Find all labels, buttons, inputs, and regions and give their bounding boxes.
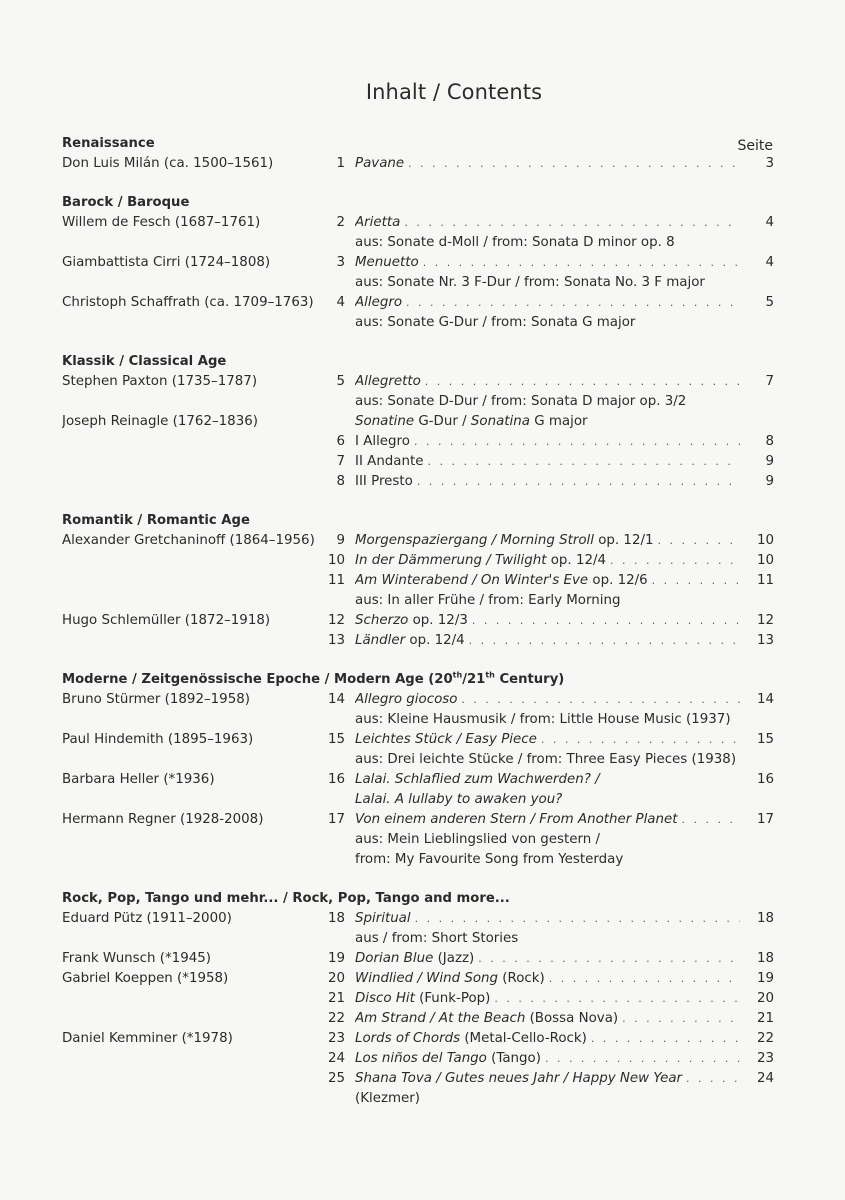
dot-leader — [408, 154, 740, 174]
piece-title: In der Dämmerung / Twilight op. 12/4 — [355, 553, 607, 568]
piece-entry — [355, 690, 744, 710]
piece-entry — [355, 571, 744, 591]
page-title: Inhalt / Contents — [365, 80, 543, 104]
toc-entry — [62, 611, 774, 631]
toc-entry — [62, 969, 774, 989]
piece-title: aus: Kleine Hausmusik / from: Little House Music (1937) — [355, 712, 731, 727]
page-number: 9 — [765, 454, 774, 469]
toc-entry — [62, 551, 774, 571]
composer-name — [62, 1089, 324, 1109]
toc-entry — [62, 1049, 774, 1069]
dot-leader — [681, 810, 740, 830]
piece-entry — [355, 392, 774, 412]
dot-leader — [622, 1009, 740, 1029]
toc-section — [62, 352, 774, 492]
dot-leader — [549, 969, 740, 989]
toc-section — [62, 134, 774, 174]
dot-leader — [472, 611, 740, 631]
toc-entry — [62, 710, 774, 730]
piece-title: Allegro giocoso — [355, 692, 458, 707]
dot-leader — [414, 432, 740, 452]
piece-number: 19 — [327, 951, 345, 966]
piece-title: II Andante — [355, 454, 424, 469]
composer-name — [62, 452, 324, 472]
piece-title: Leichtes Stück / Easy Piece — [355, 732, 537, 747]
toc-entry — [62, 213, 774, 233]
composer-name: Hermann Regner (1928-2008) — [62, 812, 264, 827]
page-number: 3 — [765, 156, 774, 171]
page-number: 5 — [765, 295, 774, 310]
piece-number: 20 — [327, 971, 345, 986]
toc-entry — [62, 571, 774, 591]
page-number: 23 — [756, 1051, 774, 1066]
section-heading: Renaissance — [62, 136, 155, 151]
composer-name — [62, 432, 324, 452]
piece-entry — [355, 909, 744, 929]
page-number: 18 — [756, 911, 774, 926]
composer-name — [62, 850, 324, 870]
composer-name — [62, 233, 324, 253]
toc-entry — [62, 1029, 774, 1049]
toc-entry — [62, 293, 774, 313]
piece-entry — [355, 1069, 744, 1089]
toc-entry — [62, 949, 774, 969]
dot-leader — [686, 1069, 740, 1089]
piece-entry — [355, 1029, 744, 1049]
toc-section — [62, 670, 774, 870]
piece-title: I Allegro — [355, 434, 410, 449]
page-number: 16 — [756, 772, 774, 787]
piece-title: Allegro — [355, 295, 403, 310]
toc-entry — [62, 730, 774, 750]
composer-name — [62, 1049, 324, 1069]
toc-entry — [62, 412, 774, 432]
piece-number: 1 — [336, 156, 345, 171]
piece-entry — [355, 929, 774, 949]
piece-entry — [355, 830, 774, 850]
piece-number — [324, 830, 345, 850]
toc-entry — [62, 830, 774, 850]
section-heading: Barock / Baroque — [62, 195, 190, 210]
piece-entry — [355, 1089, 774, 1109]
piece-entry — [355, 452, 744, 472]
piece-title: Los niños del Tango (Tango) — [355, 1051, 541, 1066]
piece-number — [324, 273, 345, 293]
page-number: 4 — [765, 255, 774, 270]
piece-entry — [355, 850, 774, 870]
piece-number: 5 — [336, 374, 345, 389]
page-number: 13 — [756, 633, 774, 648]
composer-name: Stephen Paxton (1735–1787) — [62, 374, 258, 389]
page-number: 10 — [756, 553, 774, 568]
piece-title: Spiritual — [355, 911, 411, 926]
piece-number — [324, 412, 345, 432]
piece-entry — [355, 1009, 744, 1029]
toc-entry — [62, 770, 774, 790]
page-number: 21 — [756, 1011, 774, 1026]
piece-title: Shana Tova / Gutes neues Jahr / Happy New Year — [355, 1071, 683, 1086]
piece-title: Lords of Chords (Metal-Cello-Rock) — [355, 1031, 587, 1046]
piece-number: 15 — [327, 732, 345, 747]
section-heading: Moderne / Zeitgenössische Epoche / Modern Age (20th/21th Century) — [62, 670, 565, 687]
toc-entry — [62, 472, 774, 492]
piece-entry — [355, 750, 774, 770]
toc-entry — [62, 273, 774, 293]
piece-number: 7 — [336, 454, 345, 469]
piece-number: 10 — [327, 553, 345, 568]
toc-entry — [62, 392, 774, 412]
section-heading: Romantik / Romantic Age — [62, 513, 250, 528]
piece-title: Am Strand / At the Beach (Bossa Nova) — [355, 1011, 619, 1026]
piece-number — [324, 233, 345, 253]
piece-title: Lalai. A lullaby to awaken you? — [355, 792, 563, 807]
piece-entry — [355, 432, 744, 452]
page-number: 4 — [765, 215, 774, 230]
toc-section — [62, 193, 774, 333]
dot-leader — [469, 631, 740, 651]
toc-entry — [62, 313, 774, 333]
toc-entry — [62, 531, 774, 551]
page-number: 17 — [756, 812, 774, 827]
page-number: 14 — [756, 692, 774, 707]
piece-number — [324, 790, 345, 810]
piece-number: 16 — [327, 772, 345, 787]
piece-title: aus: In aller Frühe / from: Early Morning — [355, 593, 621, 608]
piece-entry — [355, 154, 744, 174]
composer-name — [62, 710, 324, 730]
composer-name — [62, 989, 324, 1009]
piece-entry — [355, 372, 744, 392]
piece-title: Lalai. Schlaflied zum Wachwerden? / — [355, 772, 600, 787]
composer-name: Frank Wunsch (*1945) — [62, 951, 211, 966]
page-column-label: Seite — [737, 138, 773, 154]
piece-number — [324, 313, 345, 333]
dot-leader — [423, 253, 740, 273]
piece-number: 9 — [336, 533, 345, 548]
piece-entry — [355, 631, 744, 651]
piece-entry — [355, 949, 744, 969]
composer-name: Barbara Heller (*1936) — [62, 772, 215, 787]
toc-entry — [62, 154, 774, 174]
page-number: 22 — [756, 1031, 774, 1046]
piece-title: aus: Sonate Nr. 3 F-Dur / from: Sonata No. 3 F major — [355, 275, 705, 290]
page-number: 11 — [756, 573, 774, 588]
dot-leader — [494, 989, 740, 1009]
piece-entry — [355, 611, 744, 631]
piece-title: Morgenspaziergang / Morning Stroll op. 12/1 — [355, 533, 654, 548]
section-heading: Rock, Pop, Tango und mehr... / Rock, Pop, Tango and more... — [62, 891, 510, 906]
toc-entry — [62, 372, 774, 392]
toc-entry — [62, 909, 774, 929]
piece-title: aus: Sonate d-Moll / from: Sonata D minor op. 8 — [355, 235, 675, 250]
piece-number — [324, 710, 345, 730]
piece-number: 18 — [327, 911, 345, 926]
piece-title: Dorian Blue (Jazz) — [355, 951, 475, 966]
toc-entry — [62, 253, 774, 273]
composer-name: Hugo Schlemüller (1872–1918) — [62, 613, 271, 628]
piece-title: (Klezmer) — [355, 1091, 421, 1106]
piece-entry — [355, 472, 744, 492]
piece-entry — [355, 551, 744, 571]
composer-name: Paul Hindemith (1895–1963) — [62, 732, 254, 747]
dot-leader — [415, 909, 740, 929]
composer-name — [62, 551, 324, 571]
composer-name: Eduard Pütz (1911–2000) — [62, 911, 232, 926]
page-number: 7 — [765, 374, 774, 389]
piece-title: aus: Sonate G-Dur / from: Sonata G major — [355, 315, 636, 330]
piece-entry — [355, 770, 744, 790]
composer-name — [62, 591, 324, 611]
page-number: 9 — [765, 474, 774, 489]
piece-number: 24 — [327, 1051, 345, 1066]
toc-entry — [62, 1089, 774, 1109]
composer-name — [62, 273, 324, 293]
dot-leader — [417, 472, 740, 492]
composer-name — [62, 631, 324, 651]
dot-leader — [406, 293, 740, 313]
toc-entry — [62, 452, 774, 472]
piece-title: aus: Sonate D-Dur / from: Sonata D major op. 3/2 — [355, 394, 687, 409]
toc-entry — [62, 989, 774, 1009]
dot-leader — [404, 213, 740, 233]
piece-number: 12 — [327, 613, 345, 628]
piece-number: 8 — [336, 474, 345, 489]
piece-entry — [355, 313, 774, 333]
toc-entry — [62, 850, 774, 870]
composer-name — [62, 1009, 324, 1029]
piece-number: 13 — [327, 633, 345, 648]
table-of-contents — [62, 134, 774, 1128]
piece-entry — [355, 1049, 744, 1069]
composer-name — [62, 571, 324, 591]
toc-entry — [62, 631, 774, 651]
page-number: 15 — [756, 732, 774, 747]
piece-number: 4 — [336, 295, 345, 310]
composer-name: Willem de Fesch (1687–1761) — [62, 215, 261, 230]
composer-name: Christoph Schaffrath (ca. 1709–1763) — [62, 295, 314, 310]
piece-title: Arietta — [355, 215, 401, 230]
dot-leader — [652, 571, 740, 591]
piece-number — [324, 1089, 345, 1109]
toc-section — [62, 511, 774, 651]
composer-name: Bruno Stürmer (1892–1958) — [62, 692, 250, 707]
piece-entry — [355, 233, 774, 253]
piece-title: Pavane — [355, 156, 405, 171]
piece-title: Sonatine G-Dur / Sonatina G major — [355, 414, 588, 429]
dot-leader — [478, 949, 740, 969]
piece-number — [324, 591, 345, 611]
piece-title: Ländler op. 12/4 — [355, 633, 465, 648]
composer-name — [62, 313, 324, 333]
page-number: 8 — [765, 434, 774, 449]
composer-name — [62, 929, 324, 949]
piece-number: 6 — [336, 434, 345, 449]
toc-entry — [62, 432, 774, 452]
piece-number: 3 — [336, 255, 345, 270]
page-number: 18 — [756, 951, 774, 966]
toc-entry — [62, 690, 774, 710]
page-number: 10 — [756, 533, 774, 548]
piece-number: 14 — [327, 692, 345, 707]
toc-entry — [62, 750, 774, 770]
toc-section — [62, 889, 774, 1109]
composer-name — [62, 392, 324, 412]
piece-number — [324, 750, 345, 770]
dot-leader — [427, 452, 740, 472]
piece-entry — [355, 790, 774, 810]
toc-entry — [62, 790, 774, 810]
piece-entry — [355, 253, 744, 273]
piece-title: aus: Drei leichte Stücke / from: Three Easy Pieces (1938) — [355, 752, 737, 767]
page-number: 24 — [756, 1071, 774, 1086]
piece-title: Von einem anderen Stern / From Another Planet — [355, 812, 678, 827]
piece-entry — [355, 710, 774, 730]
toc-entry — [62, 1009, 774, 1029]
composer-name — [62, 1069, 324, 1089]
toc-entry — [62, 591, 774, 611]
piece-title: Am Winterabend / On Winter's Eve op. 12/6 — [355, 573, 648, 588]
piece-number: 21 — [327, 991, 345, 1006]
dot-leader — [610, 551, 740, 571]
dot-leader — [545, 1049, 740, 1069]
toc-entry — [62, 810, 774, 830]
page-number: 19 — [756, 971, 774, 986]
piece-number: 25 — [327, 1071, 345, 1086]
composer-name: Alexander Gretchaninoff (1864–1956) — [62, 533, 315, 548]
piece-entry — [355, 213, 744, 233]
piece-entry — [355, 591, 774, 611]
dot-leader — [541, 730, 740, 750]
piece-title: from: My Favourite Song from Yesterday — [355, 852, 624, 867]
piece-number: 22 — [327, 1011, 345, 1026]
piece-number: 17 — [327, 812, 345, 827]
piece-number — [324, 929, 345, 949]
piece-entry — [355, 730, 744, 750]
dot-leader — [658, 531, 740, 551]
piece-entry — [355, 412, 774, 432]
piece-number: 23 — [327, 1031, 345, 1046]
composer-name — [62, 750, 324, 770]
piece-title: Disco Hit (Funk-Pop) — [355, 991, 491, 1006]
page-number: 12 — [756, 613, 774, 628]
section-heading: Klassik / Classical Age — [62, 354, 227, 369]
piece-number: 11 — [327, 573, 345, 588]
composer-name: Don Luis Milán (ca. 1500–1561) — [62, 156, 274, 171]
piece-title: Scherzo op. 12/3 — [355, 613, 468, 628]
piece-title: aus / from: Short Stories — [355, 931, 519, 946]
piece-entry — [355, 810, 744, 830]
composer-name — [62, 472, 324, 492]
piece-entry — [355, 293, 744, 313]
composer-name: Gabriel Koeppen (*1958) — [62, 971, 229, 986]
composer-name: Daniel Kemminer (*1978) — [62, 1031, 233, 1046]
toc-entry — [62, 1069, 774, 1089]
piece-title: Menuetto — [355, 255, 419, 270]
piece-entry — [355, 989, 744, 1009]
piece-title: aus: Mein Lieblingslied von gestern / — [355, 832, 601, 847]
piece-number: 2 — [336, 215, 345, 230]
page-number: 20 — [756, 991, 774, 1006]
piece-entry — [355, 969, 744, 989]
composer-name: Joseph Reinagle (1762–1836) — [62, 414, 258, 429]
piece-entry — [355, 273, 774, 293]
toc-entry — [62, 233, 774, 253]
composer-name — [62, 830, 324, 850]
dot-leader — [461, 690, 740, 710]
piece-title: Allegretto — [355, 374, 421, 389]
piece-entry — [355, 531, 744, 551]
toc-entry — [62, 929, 774, 949]
composer-name: Giambattista Cirri (1724–1808) — [62, 255, 271, 270]
dot-leader — [425, 372, 740, 392]
composer-name — [62, 790, 324, 810]
piece-title: III Presto — [355, 474, 413, 489]
piece-number — [324, 850, 345, 870]
piece-title: Windlied / Wind Song (Rock) — [355, 971, 545, 986]
piece-number — [324, 392, 345, 412]
dot-leader — [591, 1029, 740, 1049]
